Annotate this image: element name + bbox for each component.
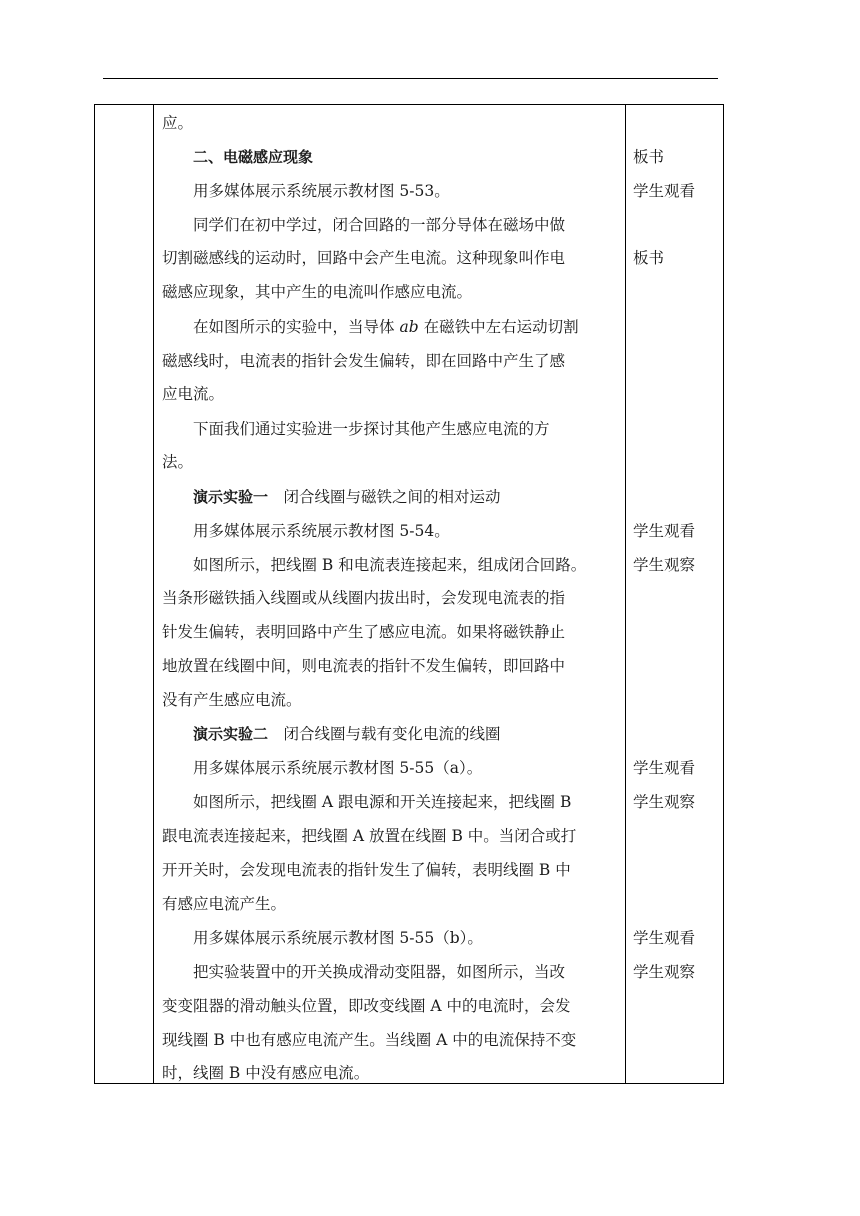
- conductor-label: ab: [399, 318, 419, 336]
- note-item: 学生观察: [633, 556, 696, 574]
- text-line: [162, 310, 579, 344]
- text-line: 用多媒体展示系统展示教材图 5-54。: [193, 522, 450, 540]
- note-item: 学生观看: [633, 522, 696, 540]
- text-line: 没有产生感应电流。: [162, 691, 302, 709]
- text-line: 变变阻器的滑动触头位置，即改变线圈 A 中的电流时，会发: [162, 997, 571, 1015]
- text-line: 用多媒体展示系统展示教材图 5-53。: [193, 182, 450, 200]
- section-heading: 二、电磁感应现象: [193, 148, 314, 166]
- experiment-label: 演示实验二: [193, 725, 269, 743]
- note-item: 学生观察: [633, 963, 696, 981]
- experiment-title: 闭合线圈与磁铁之间的相对运动: [283, 488, 501, 506]
- text-line: 地放置在线圈中间，则电流表的指针不发生偏转，即回路中: [162, 657, 566, 675]
- text-line: 法。: [162, 453, 194, 471]
- lesson-table: [94, 104, 724, 1084]
- text-line: 下面我们通过实验进一步探讨其他产生感应电流的方: [193, 420, 550, 438]
- note-item: 学生观察: [633, 793, 696, 811]
- text-line: 切割磁感线的运动时，回路中会产生电流。这种现象叫作电: [162, 249, 566, 267]
- text-line: 磁感线时，电流表的指针会发生偏转，即在回路中产生了感: [162, 352, 566, 370]
- text-line: 时，线圈 B 中没有感应电流。: [162, 1064, 370, 1082]
- text-line: 当条形磁铁插入线圈或从线圈内拔出时，会发现电流表的指: [162, 589, 566, 607]
- text-line: 现线圈 B 中也有感应电流产生。当线圈 A 中的电流保持不变: [162, 1031, 577, 1049]
- note-item: 学生观看: [633, 182, 696, 200]
- text-line: 用多媒体展示系统展示教材图 5-55（b）。: [193, 929, 483, 947]
- text-line: 如图所示，把线圈 B 和电流表连接起来，组成闭合回路。: [193, 556, 587, 574]
- text-line: 磁感应现象，其中产生的电流叫作感应电流。: [162, 283, 473, 301]
- text-line: 如图所示，把线圈 A 跟电源和开关连接起来，把线圈 B: [193, 793, 572, 811]
- header-rule: [103, 78, 718, 79]
- note-item: 学生观看: [633, 759, 696, 777]
- text-line: 用多媒体展示系统展示教材图 5-55（a）。: [193, 759, 483, 777]
- text-line: 把实验装置中的开关换成滑动变阻器，如图所示，当改: [193, 963, 566, 981]
- column-divider: [625, 105, 626, 1083]
- experiment-heading: [162, 480, 501, 514]
- note-item: 板书: [633, 148, 665, 166]
- experiment-heading: [162, 717, 501, 751]
- note-item: 学生观看: [633, 929, 696, 947]
- text-line: 应电流。: [162, 385, 225, 403]
- text-line: 针发生偏转，表明回路中产生了感应电流。如果将磁铁静止: [162, 623, 566, 641]
- text-segment: 在如图所示的实验中，当导体: [193, 318, 395, 336]
- text-line: 开开关时，会发现电流表的指针发生了偏转，表明线圈 B 中: [162, 861, 571, 879]
- text-line: 同学们在初中学过，闭合回路的一部分导体在磁场中做: [193, 216, 566, 234]
- text-segment: 在磁铁中左右运动切割: [423, 318, 579, 336]
- experiment-label: 演示实验一: [193, 488, 269, 506]
- column-divider: [153, 105, 154, 1083]
- experiment-title: 闭合线圈与载有变化电流的线圈: [283, 725, 501, 743]
- text-line: 有感应电流产生。: [162, 895, 287, 913]
- text-line: 应。: [162, 114, 194, 132]
- text-line: 跟电流表连接起来，把线圈 A 放置在线圈 B 中。当闭合或打: [162, 827, 577, 845]
- note-item: 板书: [633, 249, 665, 267]
